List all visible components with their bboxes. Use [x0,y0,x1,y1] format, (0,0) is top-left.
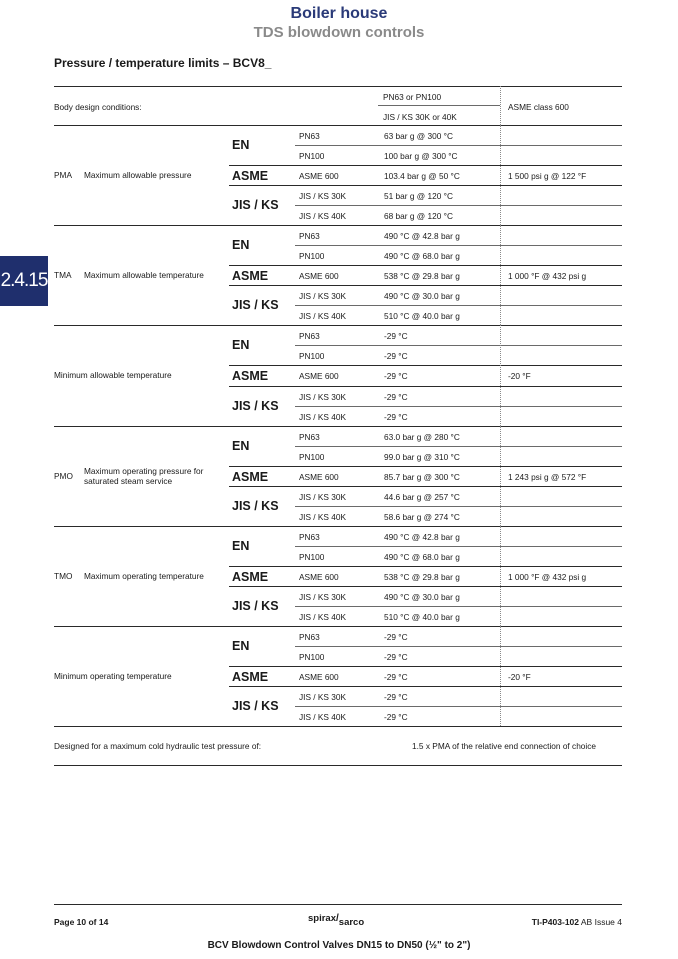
column-divider [500,225,501,325]
asme-value: 1 000 °F @ 432 psi g [508,271,587,282]
rating-cell: JIS / KS 30K [299,692,347,703]
rating-cell: JIS / KS 30K [299,391,347,402]
rating-cell: PN100 [299,351,325,362]
standard-asme: ASME [232,670,269,685]
rating-cell: JIS / KS 30K [299,291,347,302]
column-divider [500,426,501,526]
table-rule [229,586,622,587]
rating-cell: JIS / KS 30K [299,191,347,202]
table-rule [229,566,622,567]
group-label: Maximum operating pressure for saturated steam service [84,465,204,486]
table-rule [295,245,622,246]
value-cell: 510 °C @ 40.0 bar g [384,311,460,322]
standard-jis: JIS / KS [232,398,279,413]
value-cell: 490 °C @ 42.8 bar g [384,231,460,242]
table-rule [295,706,622,707]
value-cell: 63.0 bar g @ 280 °C [384,431,460,442]
value-cell: 51 bar g @ 120 °C [384,191,453,202]
rating-cell: ASME 600 [299,271,339,282]
standard-jis: JIS / KS [232,598,279,613]
value-cell: 100 bar g @ 300 °C [384,151,458,162]
rating-cell: PN63 [299,331,320,342]
table-rule [295,145,622,146]
table-rule [229,285,622,286]
footer-divider [54,904,622,905]
table-rule [229,365,622,366]
page-number: Page 10 of 14 [54,917,109,927]
rating-cell: PN63 [299,632,320,642]
table-rule [54,86,622,87]
asme-value: 1 500 psi g @ 122 °F [508,171,587,182]
value-cell: 490 °C @ 30.0 bar g [384,591,460,602]
table-rule [229,165,622,166]
header-jis: JIS / KS 30K or 40K [383,112,457,122]
value-cell: 44.6 bar g @ 257 °C [384,491,460,502]
column-divider [500,325,501,425]
standard-en: EN [232,238,250,253]
group-code: PMO [54,470,73,481]
value-cell: 490 °C @ 68.0 bar g [384,251,460,262]
rating-cell: JIS / KS 40K [299,712,347,723]
value-cell: 58.6 bar g @ 274 °C [384,511,460,522]
rating-cell: PN100 [299,251,325,262]
document-title: BCV Blowdown Control Valves DN15 to DN50 (½" to 2") [207,940,471,951]
table-rule [54,526,622,527]
rating-cell: PN100 [299,451,325,462]
header-asme: ASME class 600 [508,102,569,112]
table-rule [54,726,622,727]
rating-cell: JIS / KS 40K [299,311,347,322]
asme-value: -20 °F [508,371,531,382]
table-rule [295,205,622,206]
rating-cell: PN63 [299,531,320,542]
group-code: PMA [54,170,72,181]
doc-issue: AB Issue 4 [579,917,622,927]
standard-jis: JIS / KS [232,699,279,714]
value-cell: -29 °C [384,692,408,703]
body-design-label: Body design conditions: [54,102,142,112]
asme-value: 1 243 psi g @ 572 °F [508,471,587,482]
column-divider [500,626,501,726]
table-rule [54,125,622,126]
header-subtitle: TDS blowdown controls [253,24,425,41]
hydro-value: 1.5 x PMA of the relative end connection of choice [412,741,597,751]
table-rule [54,426,622,427]
standard-jis: JIS / KS [232,298,279,313]
rating-cell: ASME 600 [299,171,339,182]
header-pn: PN63 or PN100 [383,92,442,102]
rating-cell: PN63 [299,131,320,141]
rating-cell: JIS / KS 30K [299,591,347,602]
value-cell: -29 °C [384,672,408,683]
table-rule [295,406,622,407]
value-cell: -29 °C [384,371,408,382]
table-rule [295,506,622,507]
table-rule [295,606,622,607]
value-cell: 538 °C @ 29.8 bar g [384,571,460,582]
logo-text-top: spirax [308,913,336,924]
table-rule [295,546,622,547]
table-rule [229,686,622,687]
table-rule [54,225,622,226]
table-rule [295,446,622,447]
rating-cell: PN100 [299,151,325,162]
rating-cell: JIS / KS 40K [299,411,347,422]
standard-asme: ASME [232,569,269,584]
value-cell: -29 °C [384,712,408,723]
standard-asme: ASME [232,169,269,184]
rating-cell: ASME 600 [299,571,339,582]
rating-cell: JIS / KS 40K [299,611,347,622]
value-cell: -29 °C [384,351,408,362]
group-label: Minimum operating temperature [54,671,172,682]
rating-cell: PN100 [299,652,325,663]
column-divider [500,86,501,125]
standard-en: EN [232,338,250,353]
table-rule [229,466,622,467]
hydro-label: Designed for a maximum cold hydraulic test pressure of: [54,741,262,751]
value-cell: 99.0 bar g @ 310 °C [384,451,460,462]
rating-cell: ASME 600 [299,672,339,683]
document-reference [532,917,622,927]
group-label: Minimum allowable temperature [54,370,172,381]
table-rule [295,646,622,647]
value-cell: 103.4 bar g @ 50 °C [384,171,460,182]
asme-value: 1 000 °F @ 432 psi g [508,571,587,582]
standard-jis: JIS / KS [232,198,279,213]
standard-jis: JIS / KS [232,498,279,513]
header-title: Boiler house [290,5,388,22]
section-tab: 2.4.15 [0,256,48,306]
table-rule [229,265,622,266]
doc-ref-code: TI-P403-102 [531,917,579,927]
table-rule [54,765,622,766]
table-rule [54,325,622,326]
rating-cell: ASME 600 [299,471,339,482]
group-label: Maximum allowable temperature [84,270,204,281]
value-cell: 510 °C @ 40.0 bar g [384,611,460,622]
table-rule [54,626,622,627]
standard-asme: ASME [232,369,269,384]
value-cell: 490 °C @ 30.0 bar g [384,291,460,302]
rating-cell: PN100 [299,551,325,562]
standard-en: EN [232,639,250,653]
value-cell: -29 °C [384,391,408,402]
table-rule [229,666,622,667]
value-cell: 68 bar g @ 120 °C [384,211,453,222]
rating-cell: JIS / KS 30K [299,491,347,502]
standard-asme: ASME [232,469,269,484]
table-rule [229,185,622,186]
standard-en: EN [232,438,250,453]
value-cell: -29 °C [384,331,408,342]
asme-value: -20 °F [508,672,531,683]
table-rule [229,386,622,387]
table-rule [295,345,622,346]
rating-cell: PN63 [299,231,320,242]
value-cell: -29 °C [384,652,408,663]
column-divider [500,125,501,225]
column-divider [500,526,501,626]
section-title: Pressure / temperature limits – BCV8_ [54,56,272,70]
value-cell: 85.7 bar g @ 300 °C [384,471,460,482]
value-cell: 63 bar g @ 300 °C [384,131,453,141]
rating-cell: JIS / KS 40K [299,211,347,222]
rating-cell: ASME 600 [299,371,339,382]
standard-asme: ASME [232,269,269,284]
value-cell: -29 °C [384,411,408,422]
rating-cell: PN63 [299,431,320,442]
value-cell: 538 °C @ 29.8 bar g [384,271,460,282]
table-rule [295,305,622,306]
logo-text-bottom: sarco [338,917,365,928]
standard-en: EN [232,538,250,553]
group-code: TMO [54,570,73,581]
spirax-sarco-logo: spirax/sarco [308,913,365,928]
value-cell: 490 °C @ 68.0 bar g [384,551,460,562]
rating-cell: JIS / KS 40K [299,511,347,522]
standard-en: EN [232,138,250,152]
group-label: Maximum operating temperature [84,570,204,581]
group-label: Maximum allowable pressure [84,170,192,181]
value-cell: 490 °C @ 42.8 bar g [384,531,460,542]
table-rule [378,105,500,106]
value-cell: -29 °C [384,632,408,642]
group-code: TMA [54,270,72,281]
table-rule [229,486,622,487]
